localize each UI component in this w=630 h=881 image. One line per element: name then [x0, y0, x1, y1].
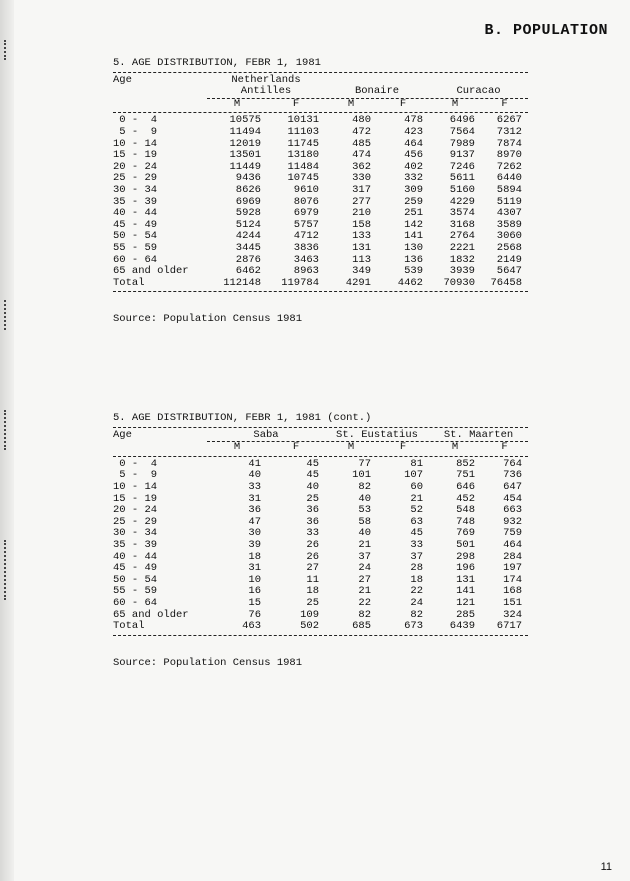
- value-cell: 259: [404, 195, 423, 208]
- age-cell: 30 - 34: [113, 527, 158, 540]
- value-cell: 452: [456, 492, 476, 505]
- value-cell: 11484: [287, 160, 319, 173]
- value-cell: 8076: [293, 195, 319, 208]
- value-cell: 3589: [496, 218, 522, 231]
- value-cell: 309: [404, 183, 423, 196]
- value-cell: 6439: [449, 620, 476, 633]
- value-cell: 21: [410, 492, 424, 505]
- value-cell: 3445: [235, 241, 261, 254]
- value-cell: 4307: [496, 207, 522, 220]
- binding-mark: [4, 40, 12, 60]
- sub-header: M: [451, 97, 459, 110]
- value-cell: 13180: [287, 149, 319, 162]
- value-cell: 9610: [293, 183, 319, 196]
- age-cell: 35 - 39: [113, 538, 158, 551]
- value-cell: 736: [503, 469, 523, 482]
- value-cell: 12019: [229, 137, 261, 150]
- value-cell: 141: [456, 585, 476, 598]
- sub-header: M: [451, 441, 459, 454]
- value-cell: 3168: [449, 218, 475, 231]
- age-header: Age: [113, 73, 132, 86]
- value-cell: 402: [404, 160, 423, 173]
- age-cell: 65 and older: [113, 265, 189, 278]
- value-cell: 168: [503, 585, 523, 598]
- sub-header: F: [501, 97, 508, 110]
- value-cell: 133: [352, 230, 371, 243]
- value-cell: 285: [456, 608, 476, 621]
- value-cell: 5119: [496, 195, 522, 208]
- table-row: [113, 150, 528, 162]
- group-header: Antilles: [240, 85, 292, 98]
- value-cell: 251: [404, 207, 423, 220]
- value-cell: 1832: [449, 253, 475, 266]
- page-header: B. POPULATION: [484, 22, 608, 39]
- value-cell: 40: [358, 492, 371, 505]
- group-header: St. Maarten: [443, 428, 514, 441]
- value-cell: 6969: [235, 195, 261, 208]
- value-cell: 210: [352, 207, 371, 220]
- value-cell: 501: [456, 538, 476, 551]
- value-cell: 4229: [449, 195, 475, 208]
- table-row: [113, 598, 528, 610]
- age-cell: 10 - 14: [113, 480, 158, 493]
- value-cell: 3574: [449, 207, 475, 220]
- value-cell: 41: [248, 457, 261, 470]
- value-cell: 52: [410, 504, 424, 517]
- value-cell: 5160: [449, 183, 475, 196]
- value-cell: 932: [503, 515, 523, 528]
- value-cell: 131: [456, 573, 476, 586]
- divider: [113, 291, 528, 292]
- value-cell: 6496: [449, 114, 475, 127]
- value-cell: 5124: [235, 218, 261, 231]
- value-cell: 751: [456, 469, 476, 482]
- value-cell: 5928: [235, 207, 261, 220]
- value-cell: 77: [358, 457, 371, 470]
- value-cell: 673: [404, 620, 424, 633]
- value-cell: 158: [352, 218, 371, 231]
- age-cell: 15 - 19: [113, 492, 158, 505]
- value-cell: 769: [456, 527, 476, 540]
- value-cell: 36: [306, 515, 319, 528]
- value-cell: 7246: [449, 160, 475, 173]
- age-cell: 25 - 29: [113, 515, 158, 528]
- value-cell: 70930: [443, 276, 475, 289]
- value-cell: 11103: [287, 125, 319, 138]
- value-cell: 141: [404, 230, 423, 243]
- value-cell: 3939: [449, 265, 475, 278]
- value-cell: 324: [503, 608, 523, 621]
- value-cell: 480: [352, 114, 371, 127]
- sub-header: F: [399, 97, 407, 110]
- sub-header: M: [233, 441, 241, 454]
- value-cell: 5647: [496, 265, 522, 278]
- value-cell: 456: [404, 149, 423, 162]
- value-cell: 37: [358, 550, 371, 563]
- value-cell: 464: [503, 538, 523, 551]
- value-cell: 81: [410, 457, 424, 470]
- table-row: [113, 482, 528, 494]
- value-cell: 2876: [235, 253, 261, 266]
- value-cell: 472: [352, 125, 371, 138]
- group-header: Saba: [253, 428, 279, 441]
- value-cell: 31: [248, 562, 261, 575]
- value-cell: 464: [404, 137, 423, 150]
- age-cell: 55 - 59: [113, 585, 158, 598]
- value-cell: 82: [410, 608, 424, 621]
- value-cell: 4244: [235, 230, 261, 243]
- value-cell: 47: [248, 515, 261, 528]
- age-cell: Total: [113, 276, 145, 289]
- value-cell: 277: [352, 195, 371, 208]
- value-cell: 362: [352, 160, 371, 173]
- age-cell: 15 - 19: [113, 149, 158, 162]
- divider: [113, 427, 528, 428]
- value-cell: 37: [410, 550, 424, 563]
- value-cell: 45: [410, 527, 424, 540]
- value-cell: 5611: [449, 172, 475, 185]
- value-cell: 197: [503, 562, 523, 575]
- value-cell: 24: [358, 562, 371, 575]
- value-cell: 11745: [287, 137, 319, 150]
- value-cell: 11: [306, 573, 319, 586]
- value-cell: 101: [352, 469, 371, 482]
- value-cell: 76458: [490, 276, 522, 289]
- value-cell: 30: [248, 527, 261, 540]
- age-cell: 5 - 9: [113, 469, 158, 482]
- value-cell: 24: [410, 596, 424, 609]
- sub-header: M: [347, 441, 355, 454]
- value-cell: 82: [358, 608, 371, 621]
- age-cell: 50 - 54: [113, 573, 158, 586]
- value-cell: 21: [358, 538, 371, 551]
- table-row: [113, 266, 528, 278]
- value-cell: 7262: [496, 160, 522, 173]
- value-cell: 3463: [293, 253, 319, 266]
- value-cell: 25: [306, 596, 319, 609]
- age-cell: 65 and older: [113, 608, 189, 621]
- value-cell: 646: [456, 480, 476, 493]
- value-cell: 22: [410, 585, 424, 598]
- group-header: Curacao: [456, 85, 501, 98]
- age-cell: 20 - 24: [113, 160, 158, 173]
- table-row: [113, 540, 528, 552]
- value-cell: 759: [503, 527, 523, 540]
- sub-header: F: [292, 441, 300, 454]
- value-cell: 109: [300, 608, 319, 621]
- value-cell: 45: [306, 469, 319, 482]
- value-cell: 548: [456, 504, 476, 517]
- value-cell: 36: [248, 504, 261, 517]
- value-cell: 18: [306, 585, 319, 598]
- value-cell: 112148: [223, 276, 261, 289]
- value-cell: 8970: [496, 149, 522, 162]
- value-cell: 58: [358, 515, 371, 528]
- age-cell: 45 - 49: [113, 562, 158, 575]
- value-cell: 6979: [293, 207, 319, 220]
- divider: [113, 72, 528, 73]
- value-cell: 40: [306, 480, 319, 493]
- value-cell: 2221: [449, 241, 475, 254]
- age-cell: 45 - 49: [113, 218, 158, 231]
- value-cell: 478: [404, 114, 423, 127]
- divider: [113, 635, 528, 636]
- value-cell: 463: [242, 620, 261, 633]
- age-cell: 35 - 39: [113, 195, 158, 208]
- value-cell: 28: [410, 562, 424, 575]
- value-cell: 10: [248, 573, 261, 586]
- table-row: [113, 185, 528, 197]
- age-cell: 20 - 24: [113, 504, 158, 517]
- value-cell: 748: [456, 515, 476, 528]
- group-header: Bonaire: [354, 85, 400, 98]
- value-cell: 4291: [345, 276, 371, 289]
- table1-source: Source: Population Census 1981: [113, 313, 303, 326]
- value-cell: 33: [306, 527, 319, 540]
- value-cell: 107: [404, 469, 424, 482]
- table-row: [113, 505, 528, 517]
- age-cell: 10 - 14: [113, 137, 158, 150]
- value-cell: 284: [503, 550, 523, 563]
- value-cell: 10575: [229, 114, 261, 127]
- value-cell: 27: [358, 573, 371, 586]
- value-cell: 764: [503, 457, 523, 470]
- value-cell: 298: [456, 550, 476, 563]
- binding-mark: [4, 410, 12, 450]
- value-cell: 663: [503, 504, 523, 517]
- value-cell: 485: [352, 137, 371, 150]
- value-cell: 6717: [496, 620, 523, 633]
- sub-header: F: [399, 441, 407, 454]
- sub-header: F: [501, 441, 508, 454]
- value-cell: 151: [503, 596, 523, 609]
- value-cell: 852: [456, 457, 476, 470]
- value-cell: 130: [404, 241, 423, 254]
- value-cell: 8626: [235, 183, 261, 196]
- binding-mark: [4, 300, 12, 330]
- age-cell: 0 - 4: [113, 114, 158, 127]
- age-cell: 60 - 64: [113, 253, 158, 266]
- value-cell: 502: [300, 620, 319, 633]
- value-cell: 685: [352, 620, 371, 633]
- value-cell: 26: [306, 550, 319, 563]
- value-cell: 474: [352, 149, 371, 162]
- age-cell: 40 - 44: [113, 550, 158, 563]
- value-cell: 33: [410, 538, 424, 551]
- value-cell: 3836: [293, 241, 319, 254]
- value-cell: 11494: [229, 125, 261, 138]
- table-row: [113, 127, 528, 139]
- value-cell: 53: [358, 504, 371, 517]
- value-cell: 131: [352, 241, 371, 254]
- value-cell: 7989: [449, 137, 475, 150]
- table-row: [113, 208, 528, 220]
- age-cell: 0 - 4: [113, 457, 158, 470]
- value-cell: 40: [358, 527, 371, 540]
- value-cell: 454: [503, 492, 523, 505]
- table2-source: Source: Population Census 1981: [113, 656, 303, 669]
- value-cell: 8963: [293, 265, 319, 278]
- value-cell: 16: [248, 585, 261, 598]
- value-cell: 330: [352, 172, 371, 185]
- value-cell: 21: [358, 585, 371, 598]
- value-cell: 121: [456, 596, 476, 609]
- value-cell: 9137: [449, 149, 475, 162]
- value-cell: 119784: [281, 276, 319, 289]
- value-cell: 26: [306, 538, 319, 551]
- value-cell: 31: [248, 492, 261, 505]
- value-cell: 22: [358, 596, 371, 609]
- value-cell: 18: [248, 550, 261, 563]
- value-cell: 196: [456, 562, 476, 575]
- age-cell: 50 - 54: [113, 230, 158, 243]
- value-cell: 349: [352, 265, 371, 278]
- value-cell: 13501: [229, 149, 261, 162]
- value-cell: 15: [248, 596, 261, 609]
- value-cell: 82: [358, 480, 371, 493]
- value-cell: 27: [306, 562, 319, 575]
- value-cell: 4712: [293, 230, 319, 243]
- value-cell: 10745: [287, 172, 319, 185]
- value-cell: 45: [306, 457, 319, 470]
- value-cell: 4462: [397, 276, 423, 289]
- value-cell: 136: [404, 253, 423, 266]
- table-row: [113, 278, 528, 290]
- sub-header: M: [347, 97, 355, 110]
- value-cell: 2149: [496, 253, 522, 266]
- value-cell: 2764: [449, 230, 475, 243]
- age-cell: 5 - 9: [113, 125, 158, 138]
- value-cell: 18: [410, 573, 424, 586]
- value-cell: 174: [503, 573, 523, 586]
- value-cell: 6462: [235, 265, 261, 278]
- table2-title: 5. AGE DISTRIBUTION, FEBR 1, 1981 (cont.): [113, 412, 372, 424]
- age-cell: 25 - 29: [113, 172, 158, 185]
- value-cell: 9436: [235, 172, 261, 185]
- value-cell: 6267: [496, 114, 522, 127]
- value-cell: 6440: [496, 172, 522, 185]
- value-cell: 423: [404, 125, 423, 138]
- value-cell: 5757: [293, 218, 319, 231]
- sub-header: M: [233, 97, 241, 110]
- age-cell: Total: [113, 620, 145, 633]
- sub-header: F: [292, 97, 300, 110]
- table2: [113, 430, 528, 633]
- age-header: Age: [113, 428, 132, 441]
- value-cell: 63: [410, 515, 424, 528]
- value-cell: 332: [404, 172, 423, 185]
- value-cell: 317: [352, 183, 371, 196]
- value-cell: 60: [410, 480, 424, 493]
- value-cell: 25: [306, 492, 319, 505]
- age-cell: 60 - 64: [113, 596, 158, 609]
- group-header-line1: Netherlands: [231, 73, 301, 86]
- value-cell: 33: [248, 480, 261, 493]
- value-cell: 11449: [229, 160, 261, 173]
- table1: [113, 75, 528, 290]
- value-cell: 10131: [287, 114, 319, 127]
- value-cell: 36: [306, 504, 319, 517]
- table1-title: 5. AGE DISTRIBUTION, FEBR 1, 1981: [113, 57, 321, 69]
- table2-section: [113, 413, 528, 669]
- table-row: [113, 243, 528, 255]
- age-cell: 30 - 34: [113, 183, 158, 196]
- value-cell: 647: [503, 480, 523, 493]
- value-cell: 7312: [496, 125, 522, 138]
- age-cell: 40 - 44: [113, 207, 158, 220]
- group-header: St. Eustatius: [336, 428, 418, 441]
- page-number: 11: [600, 861, 612, 873]
- table-row: [113, 563, 528, 575]
- age-cell: 55 - 59: [113, 241, 158, 254]
- value-cell: 7874: [496, 137, 522, 150]
- value-cell: 7564: [449, 125, 475, 138]
- value-cell: 39: [248, 538, 261, 551]
- value-cell: 5894: [496, 183, 522, 196]
- value-cell: 142: [404, 218, 423, 231]
- table1-section: [113, 58, 528, 326]
- binding-mark: [4, 540, 12, 600]
- table-row: [113, 621, 528, 633]
- value-cell: 2568: [496, 241, 522, 254]
- value-cell: 113: [352, 253, 371, 266]
- value-cell: 539: [404, 265, 423, 278]
- value-cell: 40: [248, 469, 261, 482]
- value-cell: 76: [248, 608, 261, 621]
- value-cell: 3060: [496, 230, 522, 243]
